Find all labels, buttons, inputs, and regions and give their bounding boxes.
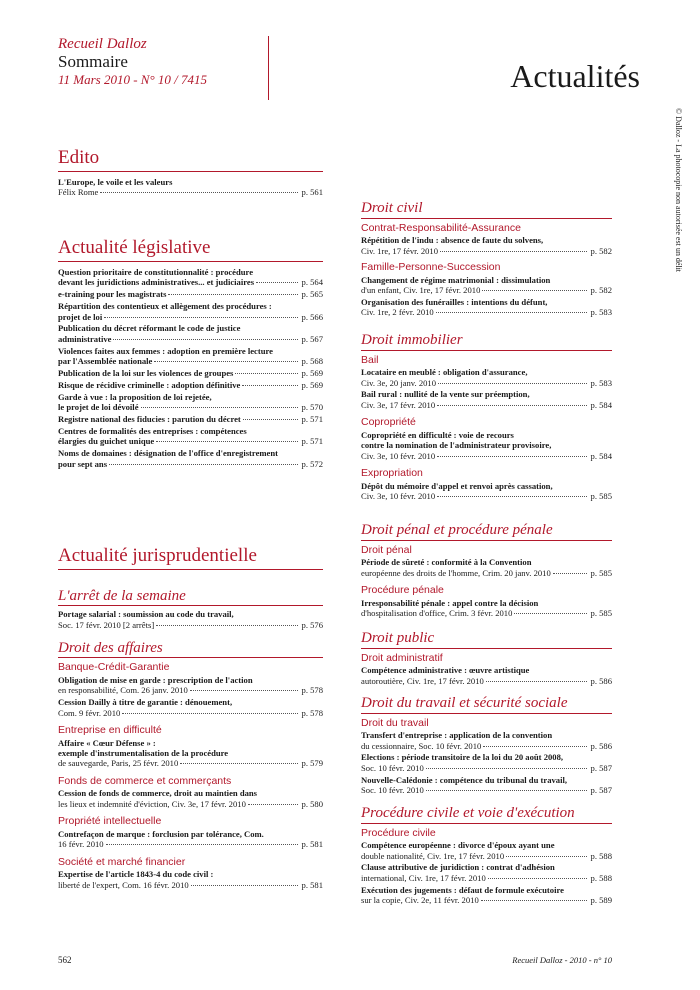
issue-info: 11 Mars 2010 - N° 10 / 7415 [58, 72, 208, 87]
entry-reference [58, 799, 323, 809]
entry-list [361, 598, 612, 619]
toc-entry [58, 738, 323, 769]
toc-entry [58, 869, 323, 890]
page-reference: p. 586 [590, 675, 612, 686]
entry-title: Bail rural : nullité de la vente sur préemption, [361, 389, 530, 400]
entry-reference [58, 880, 323, 890]
subsection-title: Droit civil [361, 200, 612, 219]
dot-leader [168, 294, 297, 295]
toc-entry [58, 788, 323, 809]
section-droit-public [361, 626, 612, 687]
entry-title-cont: contre la nomination de l'administrateur provisoire, [361, 440, 552, 451]
entry-list [361, 275, 612, 318]
header-divider [268, 36, 269, 100]
toc-entry [361, 752, 612, 773]
entry-list [58, 675, 323, 718]
dot-leader [248, 804, 298, 805]
footer-journal: Recueil Dalloz - 2010 - n° 10 [512, 955, 612, 965]
entry-citation: du cessionnaire, Soc. 10 févr. 2010 [361, 740, 482, 751]
entry-list [361, 481, 612, 502]
toc-entry [58, 177, 323, 198]
dot-leader [154, 361, 297, 362]
dot-leader [106, 844, 298, 845]
subsection-title: Droit du travail et sécurité sociale [361, 695, 612, 714]
entry-list [361, 840, 612, 905]
toc-entry [58, 392, 323, 413]
entry-citation: Civ. 3e, 10 févr. 2010 [361, 450, 436, 461]
entry-citation: le projet de loi dévoilé [58, 402, 139, 413]
entry-citation: d'hospitalisation d'office, Crim. 3 févr. 2010 [361, 607, 513, 618]
dot-leader [141, 407, 298, 408]
page-title: Actualités [510, 58, 640, 94]
dot-leader [553, 573, 587, 574]
entry-list [58, 177, 323, 198]
page-reference: p. 569 [301, 379, 323, 390]
category-title: Expropriation [361, 467, 423, 480]
toc-entry [361, 481, 612, 502]
dot-leader [122, 713, 297, 714]
entry-title: L'Europe, le voile et les valeurs [58, 176, 173, 187]
entry-title: Elections : période transitoire de la loi du 20 août 2008, [361, 752, 564, 763]
entry-citation: liberté de l'expert, Com. 16 févr. 2010 [58, 879, 189, 890]
entry-title: Locataire en meublé : obligation d'assurance, [361, 367, 528, 378]
category-title: Entreprise en difficulté [58, 723, 162, 736]
entry-citation: d'un enfant, Civ. 1re, 17 févr. 2010 [361, 284, 481, 295]
dot-leader [437, 405, 586, 406]
page-reference: p. 572 [301, 458, 323, 469]
section-title: Actualité législative [58, 238, 323, 262]
dot-leader [156, 441, 297, 442]
entry-reference [361, 676, 612, 686]
entry-citation: Civ. 1re, 17 févr. 2010 [361, 245, 439, 256]
entry-citation: administrative [58, 333, 112, 344]
section-droit-immobilier [361, 328, 612, 503]
entry-list [361, 430, 612, 461]
entry-citation: Com. 9 févr. 2010 [58, 707, 121, 718]
entry-reference [361, 307, 612, 317]
entry-reference [58, 414, 323, 424]
page-reference: p. 570 [301, 402, 323, 413]
entry-reference [361, 285, 612, 295]
entry-title: Affaire « Cœur Défense » : [58, 737, 156, 748]
entry-title: Répétition de l'indu : absence de faute du solvens, [361, 235, 544, 246]
page-reference: p. 580 [301, 798, 323, 809]
page-reference: p. 587 [590, 762, 612, 773]
page-reference: p. 561 [301, 187, 323, 198]
entry-reference [361, 895, 612, 905]
subsection-title: Droit des affaires [58, 640, 323, 659]
entry-reference [58, 356, 323, 366]
toc-entry [58, 346, 323, 367]
category-title: Copropriété [361, 416, 416, 429]
entry-list [361, 730, 612, 795]
entry-reference [361, 568, 612, 578]
entry-citation: élargies du guichet unique [58, 436, 155, 447]
entry-title: Copropriété en difficulté : voie de recours [361, 429, 514, 440]
entry-citation: pour sept ans [58, 458, 108, 469]
toc-entry [361, 430, 612, 461]
entry-title: Question prioritaire de constitutionnalité : procédure [58, 266, 254, 277]
toc-entry [58, 448, 323, 469]
category-title: Fonds de commerce et commerçants [58, 774, 232, 787]
toc-entry [361, 367, 612, 388]
page-reference: p. 589 [590, 895, 612, 906]
entry-reference [361, 378, 612, 388]
entry-title: Portage salarial : soumission au code du travail, [58, 609, 234, 620]
section-actualite-jurisprudentielle [58, 546, 323, 891]
subsection-title: Droit immobilier [361, 332, 612, 351]
entry-citation: Félix Rome [58, 187, 99, 198]
page-reference: p. 578 [301, 685, 323, 696]
entry-reference [58, 289, 323, 299]
category-title: Contrat-Responsabilité-Assurance [361, 221, 521, 234]
page-reference: p. 567 [301, 333, 323, 344]
subsection-title: L'arrêt de la semaine [58, 588, 323, 607]
section-title: Edito [58, 148, 323, 172]
entry-citation: Soc. 10 févr. 2010 [361, 785, 424, 796]
page-reference: p. 576 [301, 619, 323, 630]
page-reference: p. 566 [301, 311, 323, 322]
entry-title: Compétence administrative : œuvre artistique [361, 665, 530, 676]
page-reference: p. 568 [301, 356, 323, 367]
entry-citation: devant les juridictions administratives... et judiciaires [58, 277, 255, 288]
page-reference: p. 588 [590, 850, 612, 861]
dot-leader [180, 763, 297, 764]
entry-citation: les lieux et indemnité d'éviction, Civ. 3e, 17 févr. 2010 [58, 798, 246, 809]
entry-citation: par l'Assemblée nationale [58, 356, 153, 367]
toc-entry [361, 730, 612, 751]
toc-entry [361, 235, 612, 256]
toc-entry [58, 368, 323, 378]
entry-citation: Risque de récidive criminelle : adoption définitive [58, 379, 241, 390]
category-title: Bail [361, 353, 379, 366]
toc-entry [58, 289, 323, 299]
entry-title: Expertise de l'article 1843-4 du code civil : [58, 869, 214, 880]
entry-list [361, 557, 612, 578]
entry-title: Changement de régime matrimonial : dissimulation [361, 274, 551, 285]
entry-citation: de sauvegarde, Paris, 25 févr. 2010 [58, 758, 179, 769]
subsection-title: Droit pénal et procédure pénale [361, 522, 612, 541]
entry-list [58, 267, 323, 469]
entry-reference [361, 763, 612, 773]
entry-title: Garde à vue : la proposition de loi rejetée, [58, 391, 212, 402]
toc-entry [361, 885, 612, 906]
entry-title: Clause attributive de juridiction : contrat d'adhésion [361, 862, 555, 873]
entry-citation: européenne des droits de l'homme, Crim. 20 janv. 2010 [361, 567, 551, 578]
entry-title: Répartition des contentieux et allègement des procédures : [58, 301, 272, 312]
entry-reference [58, 368, 323, 378]
entry-citation: 16 févr. 2010 [58, 839, 104, 850]
toc-entry [58, 675, 323, 696]
entry-reference [361, 608, 612, 618]
category-title: Droit pénal [361, 543, 412, 556]
toc-entry [58, 609, 323, 630]
entry-title: Cession Dailly à titre de garantie : dénouement, [58, 697, 233, 708]
entry-citation: international, Civ. 1re, 17 févr. 2010 [361, 872, 486, 883]
dot-leader [256, 282, 297, 283]
dot-leader [235, 373, 297, 374]
entry-citation: Soc. 17 févr. 2010 [2 arrêts] [58, 619, 155, 630]
category-title: Droit administratif [361, 651, 443, 664]
toc-entry [58, 829, 323, 850]
entry-title: Obligation de mise en garde : prescription de l'action [58, 674, 253, 685]
category-title: Procédure pénale [361, 583, 444, 596]
entry-title: Contrefaçon de marque : forclusion par tolérance, Com. [58, 828, 264, 839]
entry-citation: Civ. 1re, 2 févr. 2010 [361, 307, 434, 318]
page-reference: p. 585 [590, 491, 612, 502]
entry-list [361, 367, 612, 410]
entry-title: Dépôt du mémoire d'appel et renvoi après cassation, [361, 480, 553, 491]
entry-reference [361, 851, 612, 861]
entry-citation: sur la copie, Civ. 2e, 11 févr. 2010 [361, 895, 479, 906]
section-edito [58, 148, 323, 199]
toc-entry [361, 665, 612, 686]
toc-entry [58, 426, 323, 447]
dot-leader [190, 690, 298, 691]
toc-entry [58, 267, 323, 288]
entry-title: Transfert d'entreprise : application de la convention [361, 730, 553, 741]
category-title: Famille-Personne-Succession [361, 260, 501, 273]
entry-reference [58, 758, 323, 768]
entry-title: Compétence européenne : divorce d'époux ayant une [361, 840, 555, 851]
entry-reference [58, 277, 323, 287]
dot-leader [437, 456, 586, 457]
entry-list [58, 788, 323, 809]
entry-reference [361, 400, 612, 410]
entry-reference [361, 785, 612, 795]
section-title: Actualité jurisprudentielle [58, 546, 323, 570]
entry-citation: double nationalité, Civ. 1re, 17 févr. 2010 [361, 850, 505, 861]
page-reference: p. 585 [590, 607, 612, 618]
entry-citation: en responsabilité, Com. 26 janv. 2010 [58, 685, 188, 696]
dot-leader [191, 885, 298, 886]
entry-reference [361, 246, 612, 256]
subsection-title: Droit public [361, 630, 612, 649]
toc-entry [58, 380, 323, 390]
entry-reference [361, 873, 612, 883]
dot-leader [100, 192, 297, 193]
page-reference: p. 579 [301, 758, 323, 769]
subsection-title: Procédure civile et voie d'exécution [361, 805, 612, 824]
journal-name: Recueil Dalloz [58, 36, 147, 52]
entry-title: Organisation des funérailles : intentions du défunt, [361, 296, 548, 307]
entry-reference [361, 451, 612, 461]
toc-entry [361, 598, 612, 619]
entry-title: Exécution des jugements : défaut de formule exécutoire [361, 884, 564, 895]
entry-title: Période de sûreté : conformité à la Convention [361, 557, 532, 568]
category-title: Procédure civile [361, 826, 436, 839]
page-reference: p. 584 [590, 399, 612, 410]
entry-citation: Soc. 10 févr. 2010 [361, 762, 424, 773]
toc-entry [58, 301, 323, 322]
page-reference: p. 565 [301, 289, 323, 300]
section-droit-penal [361, 518, 612, 620]
dot-leader [481, 900, 587, 901]
toc-entry [361, 775, 612, 796]
page-number: 562 [58, 955, 72, 965]
section-actualite-legislative [58, 238, 323, 471]
page-reference: p. 578 [301, 707, 323, 718]
section-procedure-civile [361, 801, 612, 907]
toc-entry [361, 557, 612, 578]
entry-reference [58, 402, 323, 412]
entry-citation: projet de loi [58, 311, 103, 322]
entry-reference [58, 459, 323, 469]
page-reference: p. 584 [590, 450, 612, 461]
entry-reference [58, 436, 323, 446]
entry-reference [58, 312, 323, 322]
entry-citation: autoroutière, Civ. 1re, 17 févr. 2010 [361, 675, 484, 686]
page-reference: p. 588 [590, 872, 612, 883]
entry-citation: Registre national des fiducies : parution du décret [58, 414, 241, 425]
entry-reference [58, 708, 323, 718]
entry-reference [58, 620, 323, 630]
entry-reference [361, 741, 612, 751]
toc-entry [361, 297, 612, 318]
page-reference: p. 586 [590, 740, 612, 751]
dot-leader [426, 790, 587, 791]
category-title: Banque-Crédit-Garantie [58, 661, 170, 674]
entry-list [361, 665, 612, 686]
dot-leader [440, 251, 587, 252]
dot-leader [514, 613, 586, 614]
toc-entry [361, 862, 612, 883]
entry-citation: e-training pour les magistrats [58, 289, 167, 300]
entry-title: Violences faites aux femmes : adoption en première lecture [58, 345, 273, 356]
category-title: Droit du travail [361, 716, 429, 729]
page-reference: p. 581 [301, 879, 323, 890]
page-reference: p. 569 [301, 368, 323, 379]
dot-leader [426, 768, 587, 769]
toc-entry [58, 697, 323, 718]
entry-reference [58, 839, 323, 849]
page-reference: p. 587 [590, 785, 612, 796]
toc-entry [361, 275, 612, 296]
section-droit-civil [361, 196, 612, 319]
toc-entry [58, 323, 323, 344]
sommaire-heading: Sommaire [58, 52, 128, 71]
page-reference: p. 582 [590, 284, 612, 295]
entry-title: Cession de fonds de commerce, droit au maintien dans [58, 788, 258, 799]
category-title: Propriété intellectuelle [58, 815, 162, 828]
dot-leader [242, 385, 297, 386]
entry-citation: Civ. 3e, 10 févr. 2010 [361, 491, 436, 502]
page-reference: p. 571 [301, 414, 323, 425]
entry-title: Publication du décret réformant le code de justice [58, 323, 241, 334]
entry-reference [58, 187, 323, 197]
entry-reference [58, 380, 323, 390]
entry-title: Irresponsabilité pénale : appel contre la décision [361, 597, 539, 608]
dot-leader [483, 746, 586, 747]
entry-title: Centres de formalités des entreprises : compétences [58, 426, 247, 437]
entry-list [58, 738, 323, 769]
dot-leader [243, 419, 298, 420]
toc-entry [58, 414, 323, 424]
page-reference: p. 564 [301, 277, 323, 288]
entry-title: Nouvelle-Calédonie : compétence du tribunal du travail, [361, 774, 568, 785]
dot-leader [109, 464, 297, 465]
dot-leader [506, 856, 586, 857]
page-reference: p. 571 [301, 436, 323, 447]
dot-leader [486, 681, 587, 682]
dot-leader [482, 290, 586, 291]
entry-title-cont: exemple d'instrumentalisation de la procédure [58, 747, 229, 758]
entry-list [58, 829, 323, 850]
dot-leader [437, 496, 586, 497]
dot-leader [104, 317, 297, 318]
page-reference: p. 585 [590, 567, 612, 578]
toc-entry [361, 389, 612, 410]
entry-list [58, 609, 323, 630]
entry-list [361, 235, 612, 256]
entry-reference [361, 491, 612, 501]
page-reference: p. 583 [590, 307, 612, 318]
entry-title: Noms de domaines : désignation de l'office d'enregistrement [58, 448, 279, 459]
entry-citation: Civ. 3e, 20 janv. 2010 [361, 377, 437, 388]
entry-list [58, 869, 323, 890]
page-reference: p. 582 [590, 245, 612, 256]
dot-leader [156, 625, 297, 626]
page-reference: p. 581 [301, 839, 323, 850]
dot-leader [488, 878, 587, 879]
page-reference: p. 583 [590, 377, 612, 388]
dot-leader [113, 339, 297, 340]
entry-reference [58, 334, 323, 344]
entry-reference [58, 685, 323, 695]
dot-leader [436, 312, 587, 313]
entry-citation: Publication de la loi sur les violences de groupes [58, 368, 234, 379]
category-title: Société et marché financier [58, 855, 186, 868]
section-droit-travail [361, 691, 612, 797]
toc-entry [361, 840, 612, 861]
entry-citation: Civ. 3e, 17 févr. 2010 [361, 399, 436, 410]
dot-leader [438, 383, 586, 384]
